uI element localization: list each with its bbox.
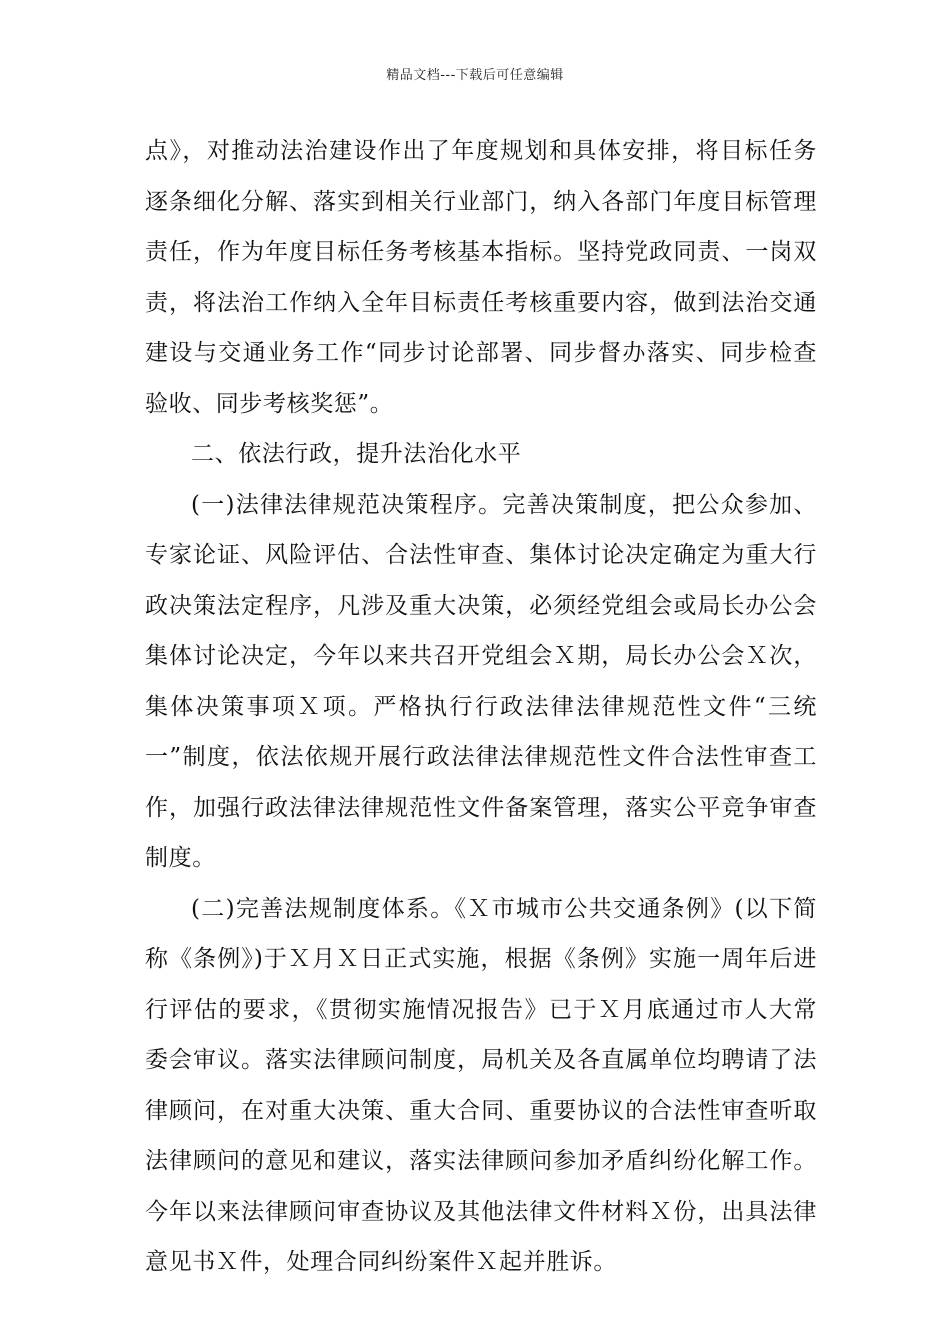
section-heading: 二、依法行政，提升法治化水平 [191,441,522,467]
paragraph-decision-procedure: (一)法律法律规范决策程序。完善决策制度，把公众参加、专家论证、风险评估、合法性审查、集体讨论决定确定为重大行政决策法定程序，凡涉及重大决策，必须经党组会或局长办公会集体讨论决定，今年以来共召开党组会Ｘ期，局长办公会Ｘ次，集体决策事项Ｘ项。严格执行行政法律法律规范性文件“三统一”制度，依法依规开展行政法律法律规范性文件合法性审查工作，加强行政法律法律规范性文件备案管理，落实公平竞争审查制度。 [145,491,817,871]
document-body [145,126,817,1288]
page-header: 精品文档---下载后可任意编辑 [386,68,564,83]
paragraph-continuation: 点》，对推动法治建设作出了年度规划和具体安排，将目标任务逐条细化分解、落实到相关行业部门，纳入各部门年度目标管理责任，作为年度目标任务考核基本指标。坚持党政同责、一岗双责，将法治工作纳入全年目标责任考核重要内容，做到法治交通建设与交通业务工作“同步讨论部署、同步督办落实、同步检查验收、同步考核奖惩”。 [145,138,817,417]
paragraph-regulation-system: (二)完善法规制度体系。《Ｘ市城市公共交通条例》(以下简称《条例》)于Ｘ月Ｘ日正式实施，根据《条例》实施一周年后进行评估的要求，《贯彻实施情况报告》已于Ｘ月底通过市人大常委会审议。落实法律顾问制度，局机关及各直属单位均聘请了法律顾问，在对重大决策、重大合同、重要协议的合法性审查听取法律顾问的意见和建议，落实法律顾问参加矛盾纠纷化解工作。今年以来法律顾问审查协议及其他法律文件材料Ｘ份，出具法律意见书Ｘ件，处理合同纠纷案件Ｘ起并胜诉。 [145,895,817,1275]
